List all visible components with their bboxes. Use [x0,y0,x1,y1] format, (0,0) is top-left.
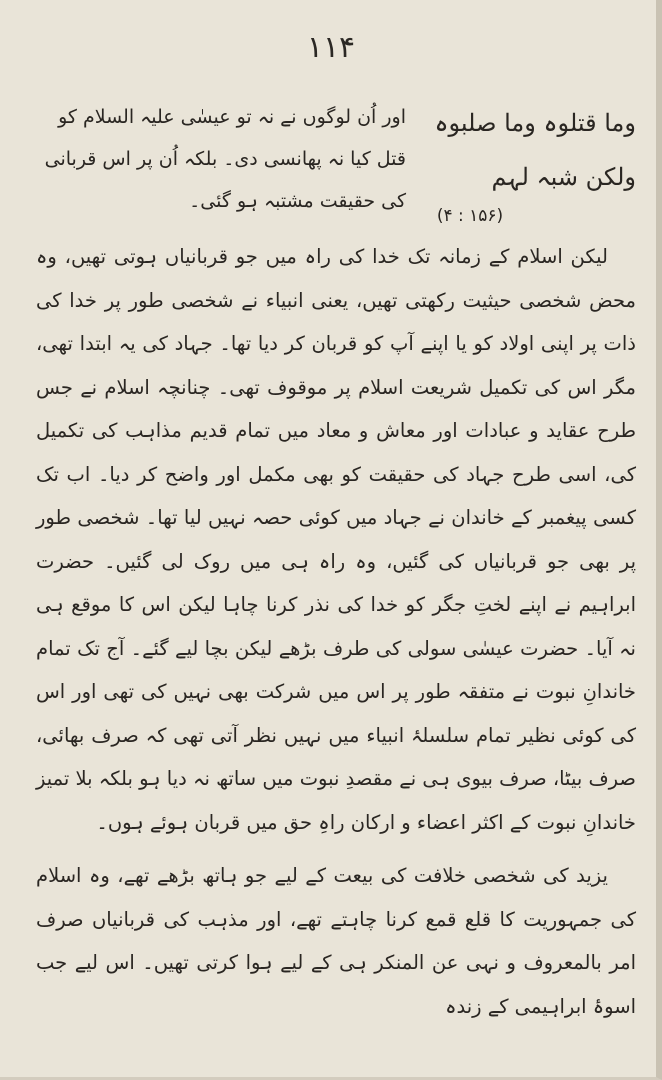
verse-translation: اور اُن لوگوں نے نہ تو عیسٰی علیہ السلام کو قتل کیا نہ پھانسی دی۔ بلکہ اُن پر اس قربانی کی حقیقت مشتبہ ہو گئی۔ [44,106,406,212]
page-number: ۱۱۴ [306,30,356,65]
verse-arabic [416,96,636,204]
verse-arabic-line-2: ولکن شبہ لہم [491,163,636,191]
paragraph: یزید کی شخصی خلافت کی بیعت کے لیے جو ہاتھ بڑھے تھے، وہ اسلام کی جمہوریت کا قلع قمع کرنا چاہتے تھے، اور مذہب کی قربانیاں صرف امر بالمعروف و نہی عن المنکر ہی کے لیے ہوا کرتی تھیں۔ اس لیے جب اسوۂ ابراہیمی کے زندہ [36,864,636,1018]
verse-reference: (۴ : ۱۵۶) [436,206,504,226]
quran-verse-block [36,96,636,226]
body-text [36,235,636,1028]
verse-arabic-line-1: وما قتلوہ وما صلبوہ [434,109,636,137]
paragraph: لیکن اسلام کے زمانہ تک خدا کی راہ میں جو قربانیاں ہوتی تھیں، وہ محض شخصی حیثیت رکھتی تھیں، یعنی انبیاء نے شخصی طور پر خدا کی ذات پر اپنی اولاد کو یا اپنے آپ کو قربان کر دیا تھا۔ جہاد کی یہ ابتدا تھی، مگر اس کی تکمیل شریعت اسلام پر موقوف تھی۔ چنانچہ اسلام نے جس طرح عقاید و عبادات اور معاش و معاد میں تمام قدیم مذاہب کی تکمیل کی، اسی طرح جہاد کی حقیقت کو بھی مکمل اور واضح کر دیا۔ اب تک کسی پیغمبر کے خاندان نے جہاد میں کوئی حصہ نہیں لیا تھا۔ شخصی طور پر بھی جو قربانیاں کی گئیں، وہ راہ ہی میں روک لی گئیں۔ حضرت ابراہیم نے اپنے لختِ جگر کو خدا کی نذر کرنا چاہا لیکن اس کا موقع ہی نہ آیا۔ حضرت عیسٰی سولی کی طرف بڑھے لیکن بچا لیے گئے۔ آج تک تمام خاندانِ نبوت نے متفقہ طور پر اس میں شرکت بھی نہیں کی تھی اور اس کی کوئی نظیر تمام سلسلۂ انبیاء میں نہیں نظر آتی تھی کہ صرف بھائی، صرف بیٹا، صرف بیوی ہی نے مقصدِ نبوت میں ساتھ نہ دیا ہو بلکہ بلا تمیز خاندانِ نبوت کے اکثر اعضاء و ارکان راہِ حق میں قربان ہوئے ہوں۔ [36,245,636,834]
